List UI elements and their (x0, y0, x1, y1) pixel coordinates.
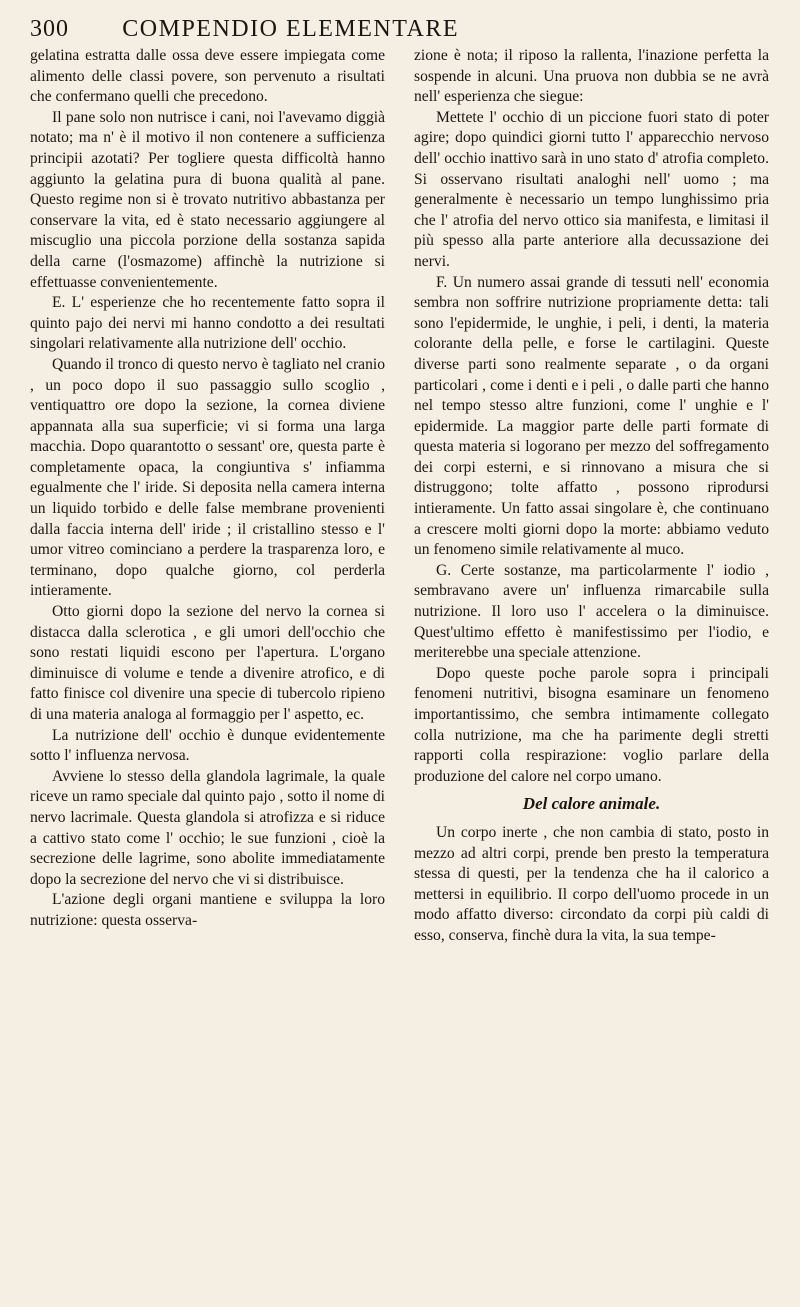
page-number: 300 (30, 16, 69, 42)
paragraph: E. L' esperienze che ho recentemente fatto sopra il quinto pajo dei nervi mi hanno condotto a dei resultati singolari relativamente alla nutrizione dell' occhio. (30, 294, 385, 353)
running-title: COMPENDIO ELEMENTARE (122, 16, 459, 42)
section-title: Del calore animale. (522, 794, 661, 814)
paragraph: G. Certe sostanze, ma particolarmente l' iodio , sembravano avere un' influenza rimarcabile sulla nutrizione. Il loro uso l' accelera o la diminuisce. Quest'ultimo effetto è manifestissimo per l'iodio, e meriterebbe una speciale attenzione. (414, 561, 769, 662)
paragraph: Quando il tronco di questo nervo è tagliato nel cranio , un poco dopo il suo passaggio sullo scoglio , ventiquattro ore dopo la sezione, la cornea diviene appannata alla sua superficie; vi si forma una larga macchia. Dopo quarantotto o sessant' ore, questa parte è completamente opaca, la congiuntiva s' infiamma egualmente che l' iride. Si deposita nella camera interna un liquido torbido e delle false membrane provenienti dalla faccia interna dell' iride ; il cristallino stesso e l' umor vitreo cominciano a perdere la trasparenza loro, e terminano, dopo qualche giorno, col perderla intieramente. (30, 355, 385, 600)
paragraph: La nutrizione dell' occhio è dunque evidentemente sotto l' influenza nervosa. (30, 726, 385, 765)
paragraph: Otto giorni dopo la sezione del nervo la cornea si distacca dalla sclerotica , e gli umori dell'occhio che sono restati liquidi escono per l'apertura. L'organo diminuisce di volume e tende a divenire atrofico, e di fatto finisce col divenire una specie di tubercolo ripieno di una materia analoga al formaggio per l' aspetto, ec. (30, 603, 385, 723)
right-column (414, 46, 769, 1301)
left-column (30, 46, 385, 1301)
paragraph: L'azione degli organi mantiene e sviluppa la loro nutrizione: questa osserva- (30, 891, 385, 929)
paragraph: F. Un numero assai grande di tessuti nell' economia sembra non soffrire nutrizione propriamente detta: tali sono l'epidermide, le unghie, i peli, i denti, la materia colorante della pelle, e forse le cartilagini. Queste diverse parti sono realmente separate , o da organi particolari , come i denti e i peli , o dalle parti che hanno nel tempo stesso altre funzioni, come l' unghie e l' epidermide. La maggior parte delle parti formate di questa materia si logorano per mezzo del soffregamento dei corpi esterni, e si rinnovano a misura che si distruggono; tolte affatto , possono riprodursi intieramente. Un fatto assai singolare è, che continuano a crescere molti giorni dopo la morte: abbiamo veduto un fenomeno simile relativamente al muco. (414, 273, 769, 559)
paragraph: Dopo queste poche parole sopra i principali fenomeni nutritivi, bisogna esaminare un fenomeno importantissimo, che sembra intimamente collegato colla nutrizione, ma che ha parimente degli stretti rapporti colla respirazione: voglio parlare della produzione del calore nel corpo umano. (414, 664, 769, 785)
paragraph: Mettete l' occhio di un piccione fuori stato di poter agire; dopo quindici giorni tutto l' apparecchio nervoso dell' occhio inattivo sarà in uno stato d' atrofia completo. Si osservano risultati analoghi nell' uomo ; ma generalmente è necessario un tempo lunghissimo pria che l' atrofia del nervo ottico sia manifesta, e limitasi il più spesso alla parte anteriore alla decussazione dei nervi. (414, 108, 769, 270)
paragraph: Avviene lo stesso della glandola lagrimale, la quale riceve un ramo speciale dal quinto pajo , sotto il nome di nervo lacrimale. Questa glandola si atrofizza e si riduce a cattivo stato come l' occhio; le sue funzioni , cioè la secrezione delle lagrime, sono abolite immediatamente dopo la secrezione del nervo che vi si distribuisce. (30, 767, 385, 888)
paragraph: Il pane solo non nutrisce i cani, noi l'avevamo diggià notato; ma n' è il motivo il non contenere a sufficienza principii azotati? Per togliere questa difficoltà hanno aggiunto la gelatina pura di buona qualità al pane. Questo regime non si è trovato nutritivo abbastanza per conservare la vita, ed è stato necessario aggiungere al miscuglio una piccola porzione della sostanza sapida della carne (l'osmazome) affinchè la nutrizione si effettuasse convenientemente. (30, 108, 385, 291)
paragraph: zione è nota; il riposo la rallenta, l'inazione perfetta la sospende in alcuni. Una pruova non dubbia se ne avrà nell' esperienza che siegue: (414, 47, 769, 106)
paragraph: Un corpo inerte , che non cambia di stato, posto in mezzo ad altri corpi, prende ben presto la temperatura stessa di questi, per la tendenza che ha il calorico a mettersi in equilibrio. Il corpo dell'uomo procede in un modo affatto diverso: circondato da corpi più caldi di esso, conserva, finchè dura la vita, la sua tempe- (414, 823, 769, 944)
page-header (30, 16, 775, 48)
paragraph: gelatina estratta dalle ossa deve essere impiegata come alimento delle classi povere, son pervenuto a risultati che confermano quelli che precedono. (30, 47, 385, 106)
